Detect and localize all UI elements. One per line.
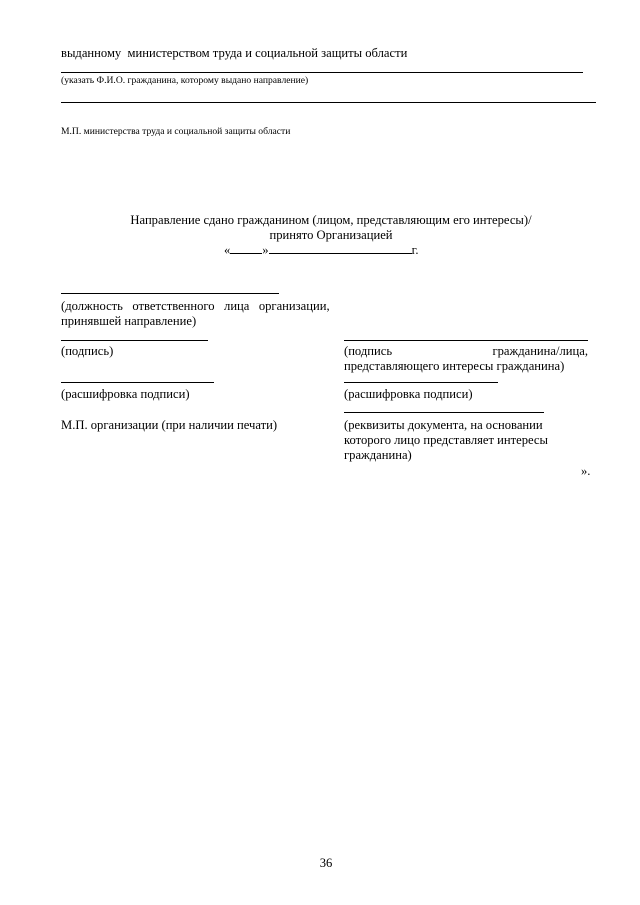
citizen-signature-label-line-1 — [344, 343, 588, 359]
document-details-line-3: гражданина) — [344, 448, 412, 462]
signature-blank-line — [61, 340, 208, 341]
handover-line-1: Направление сдано гражданином (лицом, представляющим его интересы)/ — [130, 213, 532, 227]
citizen-signature-word-1: (подпись — [344, 344, 393, 358]
citizen-signature-blank-line — [344, 340, 588, 341]
document-details-blank-line — [344, 412, 544, 413]
decoding-blank-line — [61, 382, 214, 383]
month-blank — [269, 242, 412, 254]
date-line — [224, 242, 419, 258]
year-suffix: г. — [411, 243, 419, 257]
fio-hint: (указать Ф.И.О. гражданина, которому выдано направление) — [61, 75, 309, 86]
date-close-quote: » — [262, 243, 269, 257]
document-details-line-1: (реквизиты документа, на основании — [344, 418, 543, 432]
position-blank-line — [61, 293, 279, 294]
org-stamp-label: М.П. организации (при наличии печати) — [61, 418, 278, 432]
closing-quote-mark: ». — [581, 464, 591, 478]
issued-by-text: выданному министерством труда и социальной защиты области — [61, 46, 408, 60]
position-label-line-2: принявшей направление) — [61, 314, 197, 328]
position-label-line-1: (должность ответственного лица организации, — [61, 299, 330, 313]
citizen-decoding-label: (расшифровка подписи) — [344, 387, 473, 401]
ministry-stamp-label: М.П. министерства труда и социальной защиты области — [61, 126, 291, 137]
page-number: 36 — [319, 856, 333, 870]
citizen-decoding-blank-line — [344, 382, 498, 383]
signature-label: (подпись) — [61, 344, 114, 358]
extra-blank-line — [61, 102, 596, 103]
day-blank — [230, 242, 262, 254]
citizen-signature-label-line-2: представляющего интересы гражданина) — [344, 359, 565, 373]
decoding-label: (расшифровка подписи) — [61, 387, 190, 401]
fio-blank-line — [61, 72, 583, 73]
handover-line-2: принято Организацией — [269, 228, 393, 242]
document-details-line-2: которого лицо представляет интересы — [344, 433, 548, 447]
date-open-quote: « — [224, 243, 231, 257]
citizen-signature-word-2: гражданина/лица, — [492, 344, 588, 358]
